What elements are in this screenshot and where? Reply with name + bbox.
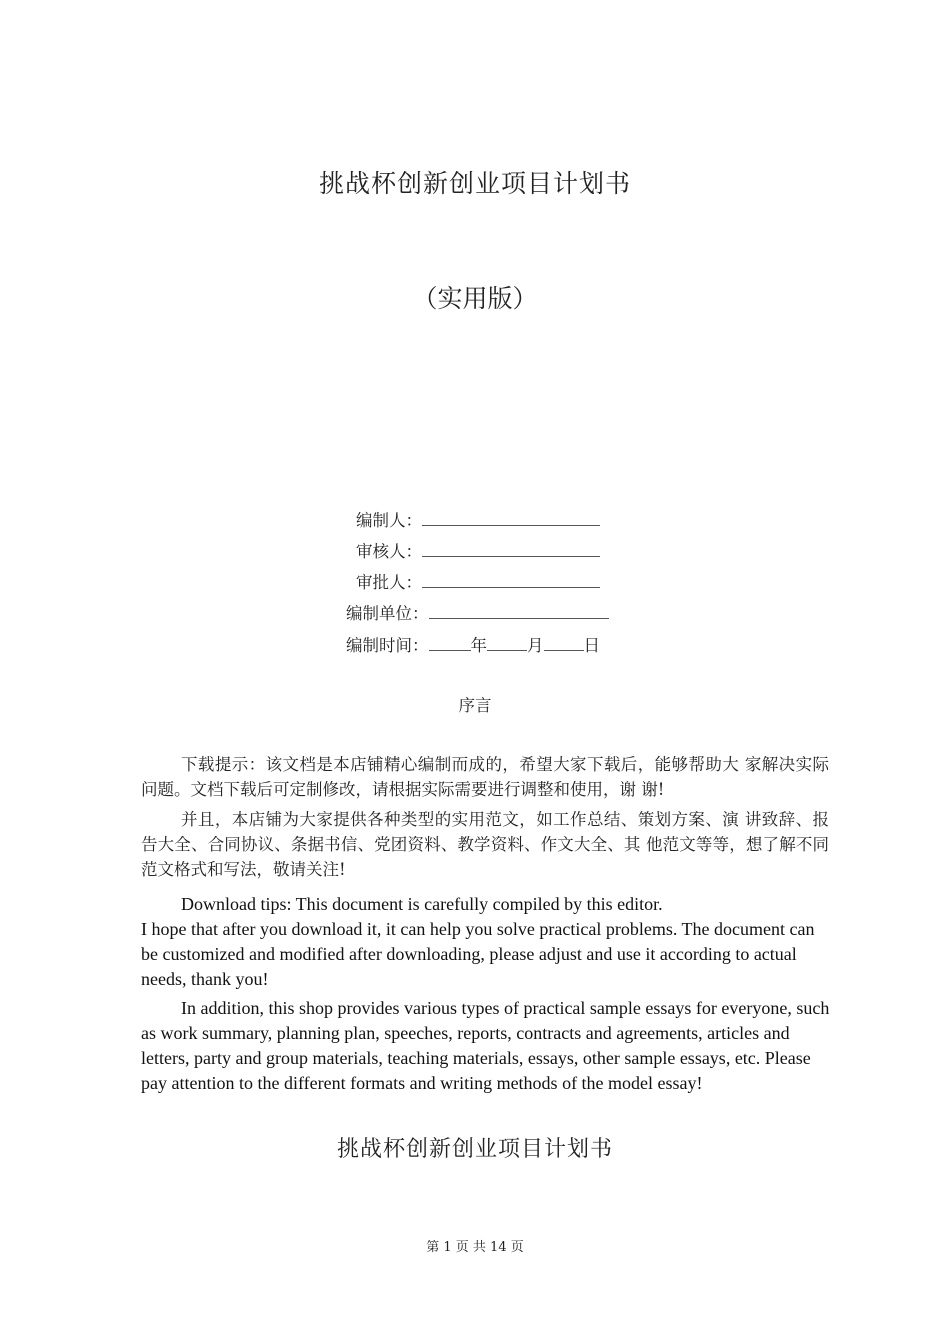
document-subtitle: （实用版） — [412, 284, 538, 313]
approver-label: 审批人： — [356, 573, 422, 592]
unit-label: 编制单位： — [346, 604, 429, 623]
day-label: 日 — [583, 636, 600, 655]
preface-heading: 序言 — [458, 696, 492, 715]
reviewer-blank[interactable] — [422, 542, 600, 557]
document-title: 挑战杯创新创业项目计划书 — [318, 169, 631, 198]
en-paragraph-1-first-line: Download tips: This document is carefully compiled by this editor. — [181, 894, 663, 914]
en-paragraph-1-rest: I hope that after you download it, it can help you solve practical problems. The document can be customized and modified after downloading, please adjust and use it according to actual needs, thank you! — [141, 919, 815, 989]
month-blank[interactable] — [487, 636, 527, 651]
compiler-blank[interactable] — [422, 511, 600, 526]
en-paragraph-2: In addition, this shop provides various types of practical sample essays for everyone, such as work summary, planning plan, speeches, reports, contracts and agreements, articles and letters, party and group materials, teaching materials, essays, other sample essays, etc. Please pay attention to the different formats and writing methods of the model essay! — [141, 998, 830, 1093]
unit-blank[interactable] — [429, 604, 609, 619]
time-row — [346, 632, 600, 656]
compiler-row — [356, 507, 600, 531]
day-blank[interactable] — [544, 636, 584, 651]
reviewer-label: 审核人： — [356, 542, 422, 561]
approver-row — [356, 569, 600, 593]
body-title: 挑战杯创新创业项目计划书 — [336, 1137, 613, 1162]
time-label: 编制时间： — [346, 636, 429, 655]
year-blank[interactable] — [429, 636, 471, 651]
unit-row — [346, 600, 609, 624]
cn-paragraph-2: 并且，本店铺为大家提供各种类型的实用范文，如工作总结、策划方案、演 讲致辞、报告大全、合同协议、条据书信、党团资料、教学资料、作文大全、其 他范文等等，想了解不同范文格式和写法，敬请关注! — [141, 810, 829, 879]
reviewer-row — [356, 538, 600, 562]
year-label: 年 — [470, 636, 487, 655]
approver-blank[interactable] — [422, 573, 600, 588]
page-footer: 第 1 页 共 14 页 — [426, 1240, 524, 1255]
compiler-label: 编制人： — [356, 511, 422, 530]
en-paragraph-1 — [141, 892, 831, 992]
month-label: 月 — [527, 636, 544, 655]
cn-paragraph-1: 下载提示：该文档是本店铺精心编制而成的，希望大家下载后，能够帮助大 家解决实际问题。文档下载后可定制修改，请根据实际需要进行调整和使用，谢 谢! — [141, 755, 829, 799]
